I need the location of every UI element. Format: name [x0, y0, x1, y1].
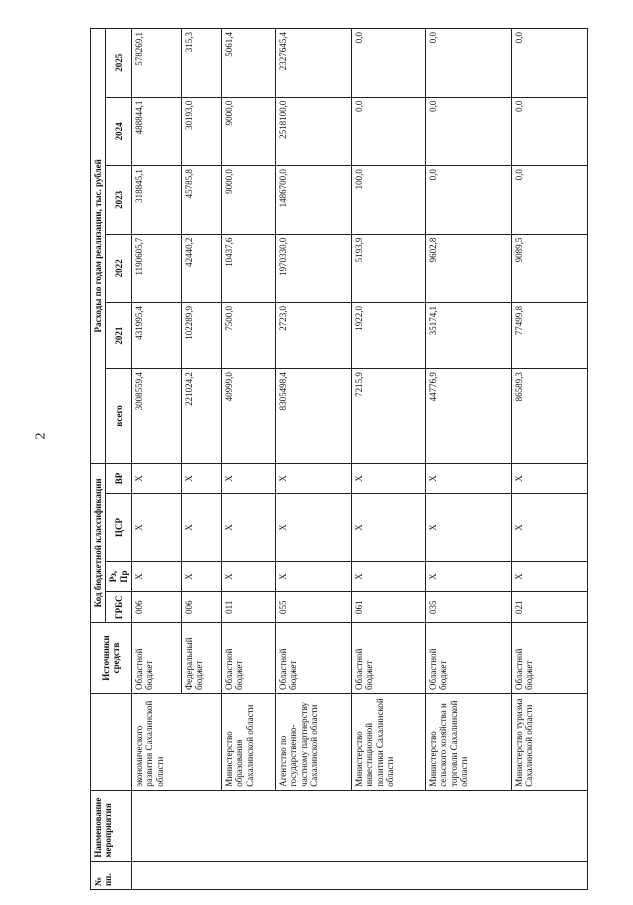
header-total: всего	[106, 369, 132, 463]
year-cell: 578269,1	[132, 29, 182, 98]
source-cell: Областной бюджет	[132, 623, 182, 694]
year-cell: 0,0	[426, 97, 512, 165]
grbs-cell: 011	[222, 592, 276, 623]
total-cell: 44776,9	[426, 369, 512, 463]
header-year: 2023	[106, 166, 132, 234]
table-row	[132, 29, 182, 890]
year-cell: 431995,4	[132, 303, 182, 369]
year-cell: 30193,0	[182, 97, 222, 165]
csr-cell: Х	[426, 494, 512, 561]
year-cell: 0,0	[352, 29, 426, 98]
header-row-1	[91, 29, 106, 890]
vr-cell: Х	[426, 463, 512, 494]
year-cell: 2327645,4	[276, 29, 352, 98]
year-cell: 9089,5	[512, 234, 588, 302]
year-cell: 0,0	[512, 97, 588, 165]
header-source: Источники средств	[91, 623, 132, 694]
num-cell	[132, 861, 588, 889]
rz-pr-cell: Х	[182, 561, 222, 592]
vr-cell: Х	[182, 463, 222, 494]
source-cell: Областной бюджет	[512, 623, 588, 694]
rotated-table-wrapper	[90, 28, 603, 890]
table-row	[352, 29, 426, 890]
csr-cell: Х	[182, 494, 222, 561]
grbs-cell: 035	[426, 592, 512, 623]
year-cell: 2518100,0	[276, 97, 352, 165]
rz-pr-cell: Х	[352, 561, 426, 592]
year-cell: 1970330,0	[276, 234, 352, 302]
grbs-cell: 061	[352, 592, 426, 623]
table-row	[512, 29, 588, 890]
csr-cell: Х	[512, 494, 588, 561]
total-cell: 3008559,4	[132, 369, 182, 463]
year-cell: 5193,9	[352, 234, 426, 302]
header-year: 2021	[106, 303, 132, 369]
vr-cell: Х	[512, 463, 588, 494]
year-cell: 9000,0	[222, 166, 276, 234]
year-cell: 315,3	[182, 29, 222, 98]
source-cell: Областной бюджет	[222, 623, 276, 694]
source-cell: Областной бюджет	[276, 623, 352, 694]
source-cell: Федеральный бюджет	[182, 623, 222, 694]
vr-cell: Х	[222, 463, 276, 494]
year-cell: 42440,2	[182, 234, 222, 302]
rz-pr-cell: Х	[222, 561, 276, 592]
year-cell: 9602,8	[426, 234, 512, 302]
budget-table	[90, 28, 588, 890]
executor-cell: экономического развития Сахалинской области	[132, 693, 222, 790]
executor-cell: Агентство по государственно-частному партнерству Сахалинской области	[276, 693, 352, 790]
year-cell: 45785,8	[182, 166, 222, 234]
source-cell: Областной бюджет	[426, 623, 512, 694]
csr-cell: Х	[276, 494, 352, 561]
header-executor	[91, 693, 132, 790]
total-cell: 221024,2	[182, 369, 222, 463]
header-grbs: ГРБС	[106, 592, 132, 623]
year-cell: 0,0	[512, 29, 588, 98]
total-cell: 40999,0	[222, 369, 276, 463]
year-cell: 318845,1	[132, 166, 182, 234]
vr-cell: Х	[132, 463, 182, 494]
csr-cell: Х	[132, 494, 182, 561]
header-expenses: Расходы по годам реализации, тыс. рублей	[91, 29, 106, 464]
year-cell: 0,0	[512, 166, 588, 234]
rz-pr-cell: Х	[132, 561, 182, 592]
year-cell: 9000,0	[222, 97, 276, 165]
csr-cell: Х	[352, 494, 426, 561]
page-number: 2	[33, 432, 49, 440]
rz-pr-cell: Х	[426, 561, 512, 592]
vr-cell: Х	[352, 463, 426, 494]
source-cell: Областной бюджет	[352, 623, 426, 694]
grbs-cell: 006	[132, 592, 182, 623]
csr-cell: Х	[222, 494, 276, 561]
executor-cell: Министерство сельского хозяйства и торговли Сахалинской области	[426, 693, 512, 790]
year-cell: 488844,1	[132, 97, 182, 165]
year-cell: 2723,0	[276, 303, 352, 369]
header-name: Наименование мероприятия	[91, 790, 132, 861]
year-cell: 0,0	[426, 29, 512, 98]
name-cell	[132, 790, 588, 861]
year-cell: 0,0	[352, 97, 426, 165]
header-csr: ЦСР	[106, 494, 132, 561]
header-year: 2022	[106, 234, 132, 302]
year-cell: 1190605,7	[132, 234, 182, 302]
year-cell: 100,0	[352, 166, 426, 234]
header-num: № пп.	[91, 861, 132, 889]
year-cell: 10437,6	[222, 234, 276, 302]
header-year: 2024	[106, 97, 132, 165]
vr-cell: Х	[276, 463, 352, 494]
rz-pr-cell: Х	[276, 561, 352, 592]
year-cell: 0,0	[426, 166, 512, 234]
grbs-cell: 055	[276, 592, 352, 623]
total-cell: 7215,9	[352, 369, 426, 463]
executor-cell: Министерство образования Сахалинской области	[222, 693, 276, 790]
table-row	[222, 29, 276, 890]
grbs-cell: 021	[512, 592, 588, 623]
table-row	[426, 29, 512, 890]
total-cell: 8305498,4	[276, 369, 352, 463]
executor-cell: Министерство инвестиционной политики Сахалинской области	[352, 693, 426, 790]
header-budget-code: Код бюджетной классификации	[91, 463, 106, 622]
year-cell: 5061,4	[222, 29, 276, 98]
year-cell: 77499,8	[512, 303, 588, 369]
executor-cell: Министерство туризма Сахалинской области	[512, 693, 588, 790]
year-cell: 1922,0	[352, 303, 426, 369]
table-row	[276, 29, 352, 890]
rz-pr-cell: Х	[512, 561, 588, 592]
header-vr: ВР	[106, 463, 132, 494]
year-cell: 1486700,0	[276, 166, 352, 234]
grbs-cell: 006	[182, 592, 222, 623]
total-cell: 86589,3	[512, 369, 588, 463]
header-year: 2025	[106, 29, 132, 98]
year-cell: 102289,9	[182, 303, 222, 369]
year-cell: 7500,0	[222, 303, 276, 369]
header-rz-pr: Рз, Пр	[106, 561, 132, 592]
year-cell: 35174,1	[426, 303, 512, 369]
